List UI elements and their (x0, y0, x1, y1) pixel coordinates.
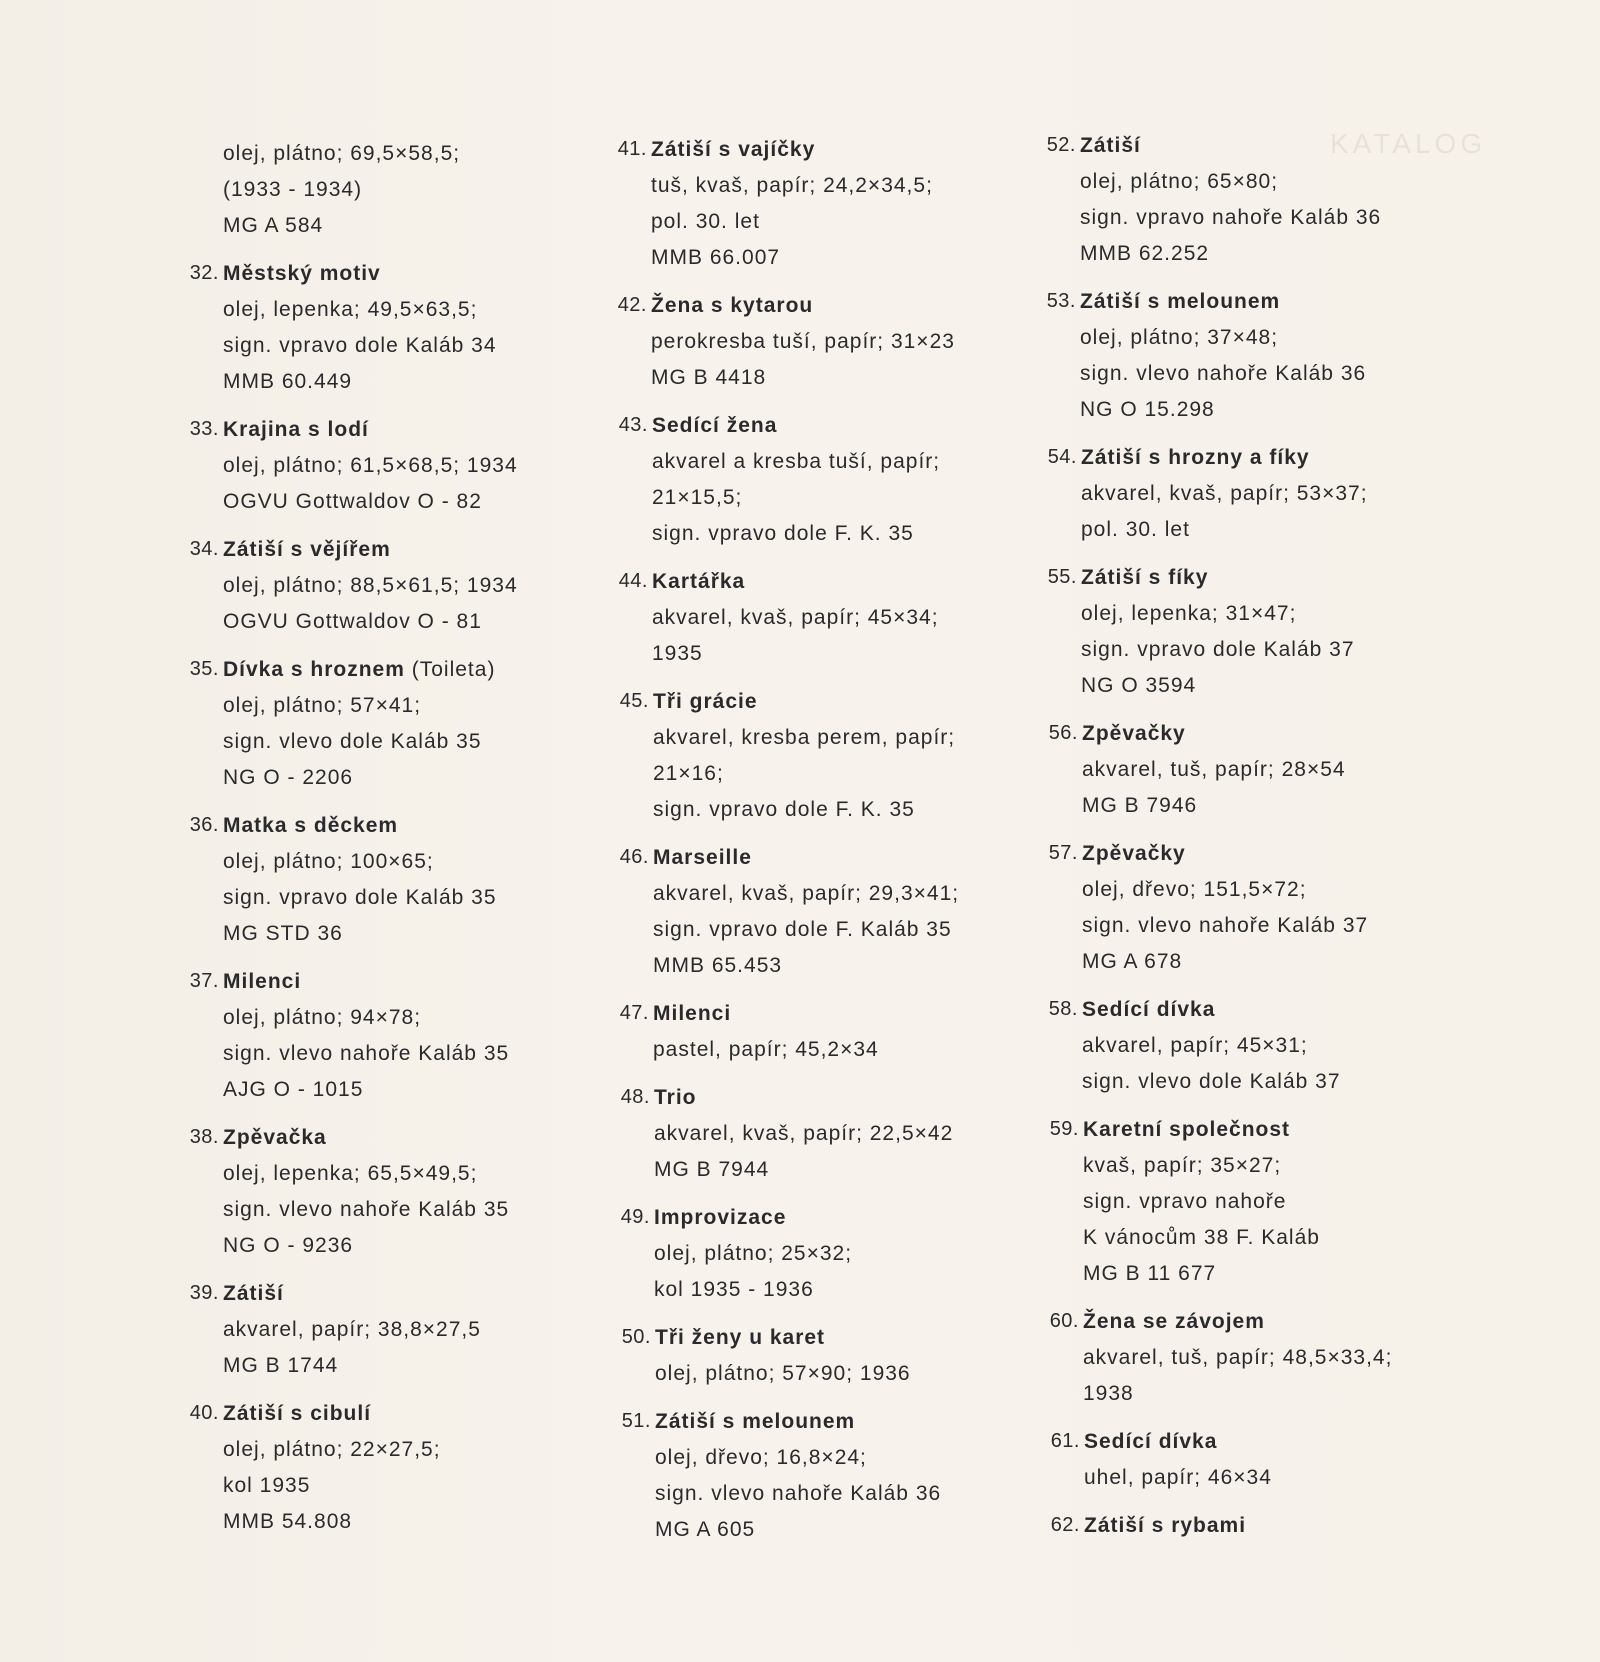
entry-title-text: Marseille (653, 846, 752, 869)
entry-detail-line: MMB 65.453 (653, 954, 783, 977)
entry-detail-line: kvaš, papír; 35×27; (1083, 1154, 1282, 1177)
entry-detail-line: olej, plátno; 22×27,5; (223, 1438, 441, 1461)
entry-number: 53. (1046, 290, 1076, 312)
entry-title (223, 538, 391, 562)
entry-detail-line: MG B 7946 (1082, 794, 1198, 817)
entry-title-text: Zátiší s melounem (1080, 290, 1281, 313)
entry-number: 46. (619, 846, 649, 868)
entry-subtitle: (Toileta) (411, 658, 496, 681)
entry-title-text: Zpěvačky (1082, 842, 1186, 865)
entry-detail-line: 21×15,5; (652, 486, 743, 509)
entry-detail-line: sign. vpravo nahoře Kaláb 36 (1080, 206, 1382, 229)
entry-detail-line: akvarel, tuš, papír; 48,5×33,4; (1083, 1346, 1393, 1369)
entry-detail-line: 1938 (1083, 1382, 1134, 1405)
entry-number: 35. (189, 658, 219, 680)
entry-detail-line: akvarel, papír; 45×31; (1082, 1034, 1308, 1057)
entry-detail-line: 21×16; (653, 762, 724, 785)
entry-number: 48. (620, 1086, 650, 1108)
entry-detail-line: olej, dřevo; 16,8×24; (655, 1446, 867, 1469)
entry-title-text: Zátiší s rybami (1084, 1514, 1247, 1537)
entry-title (655, 1326, 825, 1350)
entry-number: 57. (1048, 842, 1078, 864)
entry-detail-line: olej, lepenka; 49,5×63,5; (223, 298, 478, 321)
entry-detail-line: pastel, papír; 45,2×34 (653, 1038, 879, 1061)
entry-number: 62. (1050, 1514, 1080, 1536)
entry-number: 33. (189, 418, 219, 440)
entry-title-text: Krajina s lodí (223, 418, 369, 441)
entry-title (652, 414, 777, 438)
entry-number: 32. (189, 262, 219, 284)
entry-title-text: Milenci (223, 970, 302, 993)
entry-detail-line: sign. vlevo dole Kaláb 37 (1082, 1070, 1341, 1093)
entry-detail-line: olej, lepenka; 31×47; (1081, 602, 1297, 625)
entry-detail-line: olej, dřevo; 151,5×72; (1082, 878, 1307, 901)
entry-title (223, 658, 495, 682)
entry-title-text: Zátiší s vajíčky (651, 138, 816, 161)
entry-number: 41. (617, 138, 647, 160)
entry-title (1084, 1514, 1246, 1538)
entry-number: 47. (619, 1002, 649, 1024)
entry-title-text: Karetní společnost (1083, 1118, 1291, 1141)
entry-detail-line: akvarel, papír; 38,8×27,5 (223, 1318, 481, 1341)
entry-title-text: Sedící dívka (1082, 998, 1216, 1021)
entry-detail-line: sign. vlevo nahoře Kaláb 35 (223, 1042, 510, 1065)
entry-title (653, 690, 758, 714)
entry-detail-line: akvarel, kvaš, papír; 29,3×41; (653, 882, 960, 905)
entry-title-text: Zátiší s vějířem (223, 538, 391, 561)
entry-detail-line: sign. vpravo dole Kaláb 35 (223, 886, 497, 909)
entry-number: 38. (189, 1126, 219, 1148)
entry-detail-line: olej, plátno; 37×48; (1080, 326, 1279, 349)
entry-number: 54. (1047, 446, 1077, 468)
entry-title-text: Improvizace (654, 1206, 787, 1229)
entry-detail-line: sign. vpravo dole Kaláb 34 (223, 334, 497, 357)
entry-title (1083, 1310, 1265, 1334)
entry-title (223, 262, 381, 286)
entry-number: 61. (1050, 1430, 1080, 1452)
entry-number: 55. (1047, 566, 1077, 588)
entry-title-text: Žena s kytarou (651, 294, 814, 317)
entry-detail-line: MG A 605 (655, 1518, 756, 1541)
entry-detail-line: MG B 1744 (223, 1354, 339, 1377)
entry-detail-line: olej, plátno; 61,5×68,5; 1934 (223, 454, 518, 477)
entry-title-text: Sedící žena (652, 414, 778, 437)
entry-number: 59. (1049, 1118, 1079, 1140)
entry-number: 43. (618, 414, 648, 436)
entry-detail-line: 1935 (652, 642, 703, 665)
entry-detail-line: kol 1935 - 1936 (654, 1278, 814, 1301)
entry-detail-line: NG O - 2206 (223, 766, 354, 789)
entry-detail-line: olej, plátno; 94×78; (223, 1006, 422, 1029)
entry-detail-line: (1933 - 1934) (223, 178, 363, 201)
entry-title-text: Zpěvačka (223, 1126, 327, 1149)
entry-number: 58. (1048, 998, 1078, 1020)
entry-number: 40. (189, 1402, 219, 1424)
entry-title (223, 1126, 327, 1150)
entry-title (1080, 290, 1280, 314)
entry-title-text: Zátiší s melounem (655, 1410, 856, 1433)
entry-detail-line: sign. vpravo dole Kaláb 37 (1081, 638, 1355, 661)
entry-title (1082, 998, 1215, 1022)
entry-title-text: Zátiší s fíky (1081, 566, 1209, 589)
entry-number: 34. (189, 538, 219, 560)
entry-title (655, 1410, 855, 1434)
entry-number: 44. (618, 570, 648, 592)
entry-detail-line: MG STD 36 (223, 922, 343, 945)
entry-detail-line: sign. vlevo nahoře Kaláb 37 (1082, 914, 1369, 937)
entry-detail-line: NG O - 9236 (223, 1234, 354, 1257)
entry-title (223, 1402, 371, 1426)
entry-detail-line: akvarel, tuš, papír; 28×54 (1082, 758, 1346, 781)
entry-detail-line: MG A 584 (223, 214, 324, 237)
entry-number: 60. (1049, 1310, 1079, 1332)
entry-detail-line: pol. 30. let (651, 210, 760, 233)
entry-detail-line: olej, plátno; 57×41; (223, 694, 422, 717)
entry-detail-line: OGVU Gottwaldov O - 81 (223, 610, 482, 633)
entry-detail-line: AJG O - 1015 (223, 1078, 364, 1101)
entry-title-text: Matka s děckem (223, 814, 399, 837)
entry-title (1080, 134, 1141, 158)
entry-detail-line: K vánocům 38 F. Kaláb (1083, 1226, 1320, 1249)
entry-detail-line: MMB 60.449 (223, 370, 353, 393)
entry-title (654, 1086, 697, 1110)
entry-detail-line: olej, plátno; 88,5×61,5; 1934 (223, 574, 518, 597)
entry-detail-line: MG B 4418 (651, 366, 767, 389)
entry-detail-line: akvarel, kvaš, papír; 22,5×42 (654, 1122, 954, 1145)
entry-detail-line: olej, plátno; 25×32; (654, 1242, 853, 1265)
entry-title (651, 294, 813, 318)
entry-title-text: Dívka s hroznem (223, 658, 405, 681)
entry-number: 42. (617, 294, 647, 316)
entry-title-text: Zátiší (223, 1282, 284, 1305)
entry-detail-line: kol 1935 (223, 1474, 311, 1497)
entry-detail-line: MG A 678 (1082, 950, 1183, 973)
entry-title (653, 846, 752, 870)
entry-title-text: Zátiší (1080, 134, 1141, 157)
entry-detail-line: olej, plátno; 69,5×58,5; (223, 142, 461, 165)
entry-title-text: Zpěvačky (1082, 722, 1186, 745)
entry-number: 37. (189, 970, 219, 992)
entry-detail-line: olej, plátno; 100×65; (223, 850, 434, 873)
entry-detail-line: sign. vlevo dole Kaláb 35 (223, 730, 482, 753)
entry-detail-line: sign. vlevo nahoře Kaláb 36 (655, 1482, 942, 1505)
entry-title-text: Tři grácie (653, 690, 758, 713)
entry-detail-line: akvarel, kvaš, papír; 45×34; (652, 606, 939, 629)
entry-number: 56. (1048, 722, 1078, 744)
entry-title (1082, 722, 1186, 746)
entry-title (1081, 446, 1310, 470)
entry-number: 39. (189, 1282, 219, 1304)
entry-title-text: Sedící dívka (1084, 1430, 1218, 1453)
entry-detail-line: MMB 54.808 (223, 1510, 353, 1533)
entry-detail-line: NG O 3594 (1081, 674, 1197, 697)
entry-detail-line: MG B 11 677 (1083, 1262, 1217, 1285)
entry-title (1081, 566, 1208, 590)
entry-title (651, 138, 815, 162)
entry-detail-line: sign. vpravo dole F. Kaláb 35 (653, 918, 952, 941)
entry-title-text: Milenci (653, 1002, 732, 1025)
entry-detail-line: sign. vpravo dole F. K. 35 (653, 798, 915, 821)
entry-title (654, 1206, 786, 1230)
entry-detail-line: OGVU Gottwaldov O - 82 (223, 490, 482, 513)
entry-number: 50. (621, 1326, 651, 1348)
entry-detail-line: olej, plátno; 57×90; 1936 (655, 1362, 911, 1385)
entry-title-text: Žena se závojem (1083, 1310, 1265, 1333)
entry-detail-line: akvarel, kresba perem, papír; (653, 726, 956, 749)
entry-title (653, 1002, 731, 1026)
entry-detail-line: tuš, kvaš, papír; 24,2×34,5; (651, 174, 933, 197)
entry-title (223, 418, 369, 442)
entry-title-text: Zátiší s cibulí (223, 1402, 372, 1425)
entry-title (223, 814, 398, 838)
entry-detail-line: MG B 7944 (654, 1158, 770, 1181)
entry-detail-line: akvarel a kresba tuší, papír; (652, 450, 941, 473)
entry-detail-line: MMB 62.252 (1080, 242, 1210, 265)
entry-title (1082, 842, 1186, 866)
entry-number: 45. (619, 690, 649, 712)
entry-title-text: Tři ženy u karet (655, 1326, 826, 1349)
entry-detail-line: olej, plátno; 65×80; (1080, 170, 1279, 193)
entry-title-text: Zátiší s hrozny a fíky (1081, 446, 1310, 469)
entry-title-text: Kartářka (652, 570, 746, 593)
entry-title (1083, 1118, 1290, 1142)
entry-title (223, 1282, 284, 1306)
entry-title (223, 970, 301, 994)
entry-detail-line: NG O 15.298 (1080, 398, 1215, 421)
entry-detail-line: MMB 66.007 (651, 246, 781, 269)
entry-detail-line: sign. vlevo nahoře Kaláb 36 (1080, 362, 1367, 385)
entry-detail-line: sign. vlevo nahoře Kaláb 35 (223, 1198, 510, 1221)
entry-detail-line: olej, lepenka; 65,5×49,5; (223, 1162, 478, 1185)
bleed-through-text: KATALOG (1330, 128, 1487, 159)
entry-number: 52. (1046, 134, 1076, 156)
entry-title (1084, 1430, 1217, 1454)
entry-number: 36. (189, 814, 219, 836)
entry-title (652, 570, 745, 594)
entry-number: 51. (621, 1410, 651, 1432)
entry-title-text: Trio (654, 1086, 697, 1109)
entry-detail-line: perokresba tuší, papír; 31×23 (651, 330, 955, 353)
entry-detail-line: sign. vpravo dole F. K. 35 (652, 522, 914, 545)
entry-detail-line: pol. 30. let (1081, 518, 1190, 541)
entry-detail-line: sign. vpravo nahoře (1083, 1190, 1287, 1213)
entry-title-text: Městský motiv (223, 262, 381, 285)
entry-detail-line: akvarel, kvaš, papír; 53×37; (1081, 482, 1368, 505)
entry-number: 49. (620, 1206, 650, 1228)
entry-detail-line: uhel, papír; 46×34 (1084, 1466, 1272, 1489)
